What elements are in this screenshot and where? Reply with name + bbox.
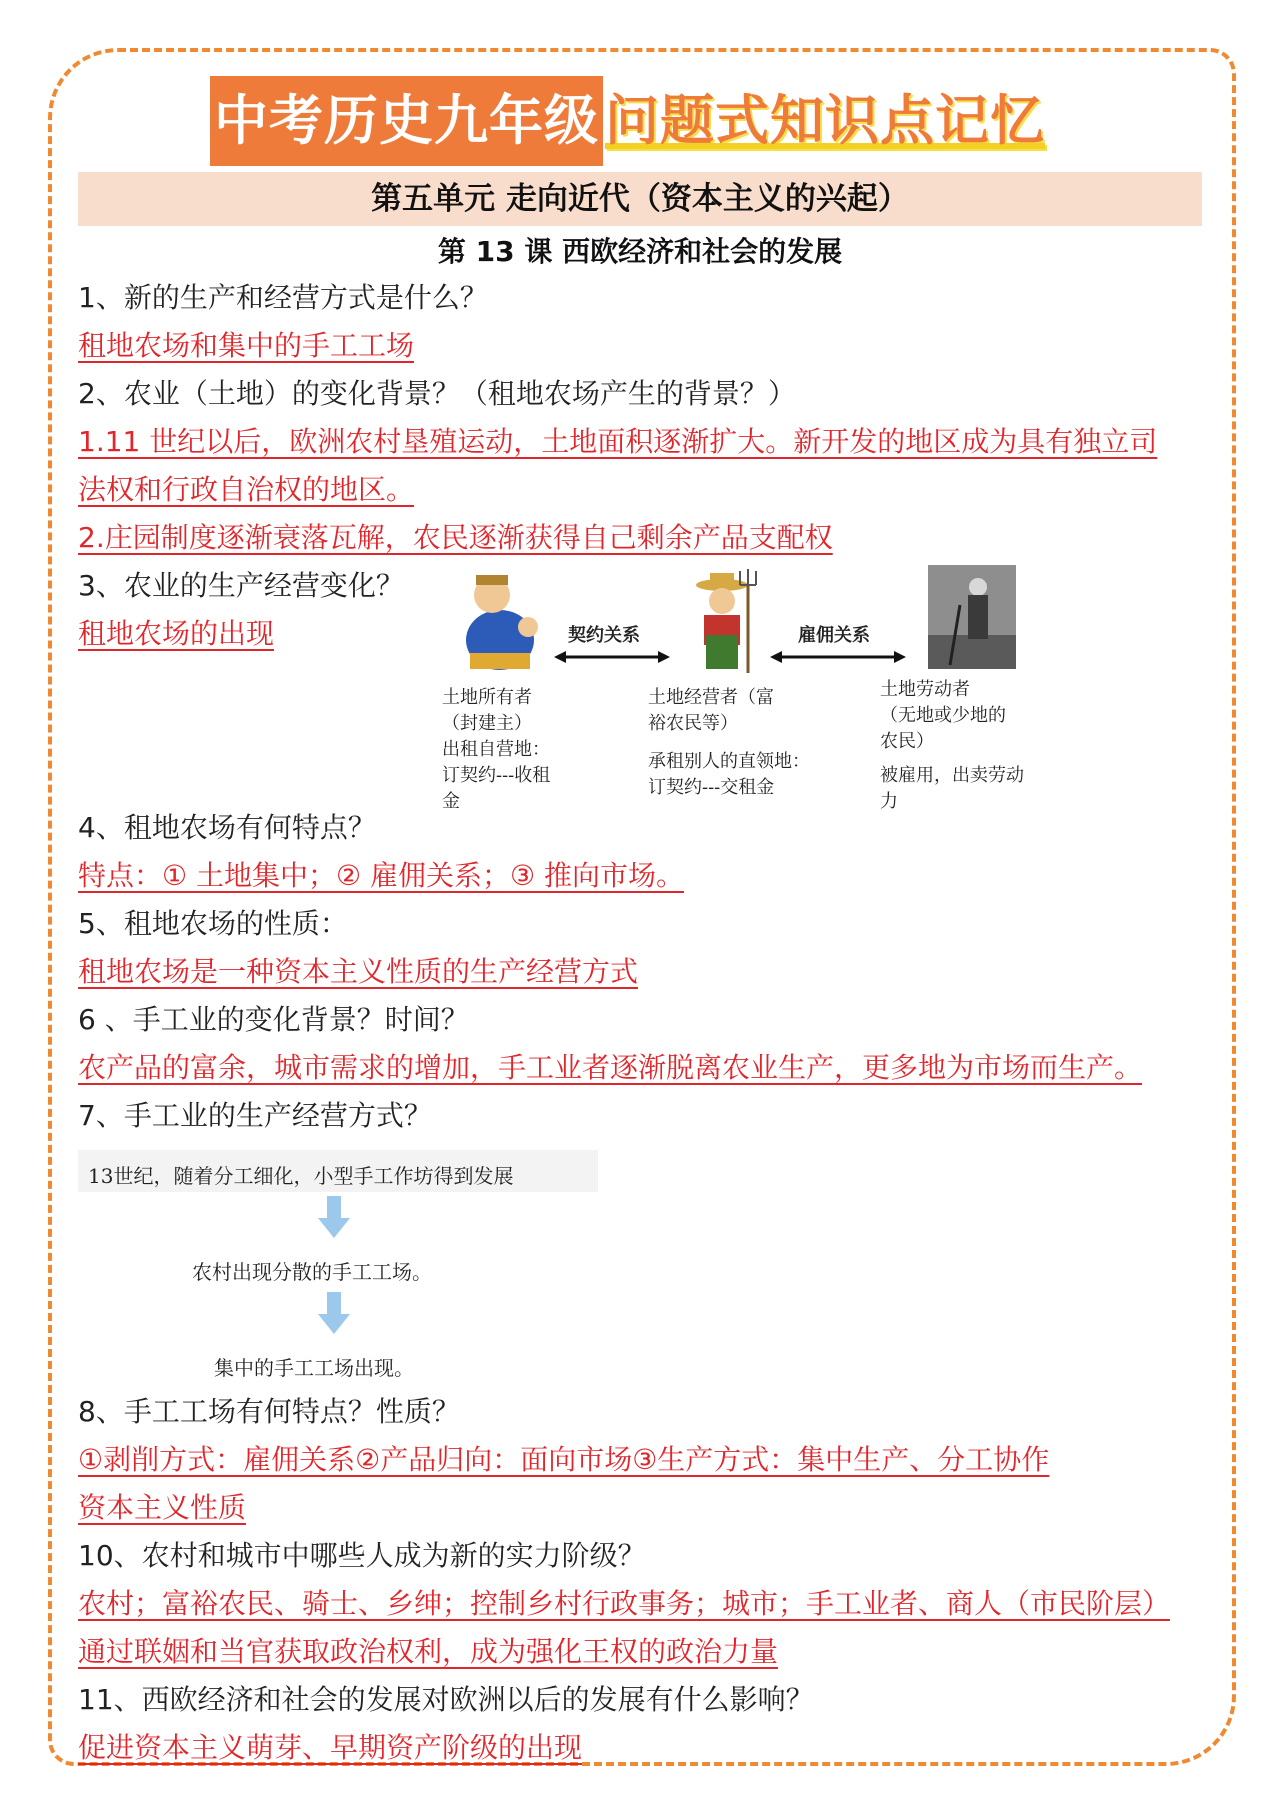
contract-arrow: [554, 651, 670, 663]
question-11: 11、西欧经济和社会的发展对欧洲以后的发展有什么影响？: [78, 1683, 814, 1716]
landlord-figure: [466, 575, 538, 670]
answer-10-line-2: 通过联姻和当官获取政治权利，成为强化王权的政治力量: [78, 1635, 779, 1668]
relation-label-contract: 契约关系: [568, 625, 640, 646]
page-title: [210, 75, 1047, 167]
question-4: 4、租地农场有何特点？: [78, 811, 376, 844]
answer-8-line-1: ①剥削方式：雇佣关系②产品归向：面向市场③生产方式：集中生产、分工协作: [78, 1443, 1050, 1476]
question-3: 3、农业的生产经营变化？: [78, 569, 404, 602]
down-arrow-icon: [316, 1196, 352, 1240]
answer-3: 租地农场的出现: [78, 617, 275, 650]
answer-2-line-2: 2.庄园制度逐渐衰落瓦解，农民逐渐获得自己剩余产品支配权: [78, 521, 833, 554]
down-arrow-icon: [316, 1292, 352, 1336]
farm-relations-diagram: [430, 565, 1070, 825]
operator-label: 土地经营者（富 裕农民等） 承租别人的直领地： 订契约---交租金: [648, 687, 810, 798]
answer-6: 农产品的富余，城市需求的增加，手工业者逐渐脱离农业生产，更多地为市场而生产。: [78, 1051, 1143, 1084]
title-subtitle: 问题式知识点记忆: [605, 89, 1045, 152]
answer-2-line-1: 1.11 世纪以后，欧洲农村垦殖运动，土地面积逐渐扩大。新开发的地区成为具有独立司: [78, 425, 1158, 458]
question-2: 2、农业（土地）的变化背景？（租地农场产生的背景？）: [78, 377, 796, 410]
flow-step-2: 农村出现分散的手工工场。: [192, 1260, 432, 1284]
unit-heading: 第五单元 走向近代（资本主义的兴起）: [78, 172, 1202, 226]
flow-step-1: 13世纪，随着分工细化，小型手工作坊得到发展: [88, 1164, 514, 1188]
answer-4: 特点：① 土地集中；② 雇佣关系；③ 推向市场。: [78, 859, 685, 892]
answer-11: 促进资本主义萌芽、早期资产阶级的出现: [78, 1731, 583, 1764]
question-1: 1、新的生产和经营方式是什么？: [78, 281, 488, 314]
relation-label-employment: 雇佣关系: [798, 625, 870, 646]
title-highlight: 中考历史九年级: [210, 76, 603, 166]
laborer-label: 土地劳动者 （无地或少地的 农民） 被雇用，出卖劳动 力: [880, 679, 1024, 812]
employment-arrow: [770, 651, 906, 663]
diagram-illustration: [430, 565, 1070, 675]
answer-1: 租地农场和集中的手工工场: [78, 329, 415, 362]
answer-10-line-1: 农村；富裕农民、骑士、乡绅；控制乡村行政事务；城市；手工业者、商人（市民阶层）: [78, 1587, 1171, 1620]
question-5: 5、租地农场的性质：: [78, 907, 348, 940]
laborer-picture: [928, 565, 1016, 669]
owner-label: 土地所有者 （封建主） 出租自营地： 订契约---收租 金: [442, 687, 551, 812]
flow-step-3: 集中的手工工场出现。: [214, 1356, 414, 1380]
lesson-heading: 第 13 课 西欧经济和社会的发展: [437, 235, 843, 268]
farmer-figure: [696, 569, 756, 673]
answer-2-line-1b: 法权和行政自治权的地区。: [78, 473, 415, 506]
answer-8-line-2: 资本主义性质: [78, 1491, 247, 1524]
question-7: 7、手工业的生产经营方式？: [78, 1099, 432, 1132]
answer-5: 租地农场是一种资本主义性质的生产经营方式: [78, 955, 639, 988]
question-6: 6 、手工业的变化背景？时间？: [78, 1003, 469, 1036]
question-8: 8、手工工场有何特点？性质？: [78, 1395, 460, 1428]
question-10: 10、农村和城市中哪些人成为新的实力阶级？: [78, 1539, 646, 1572]
